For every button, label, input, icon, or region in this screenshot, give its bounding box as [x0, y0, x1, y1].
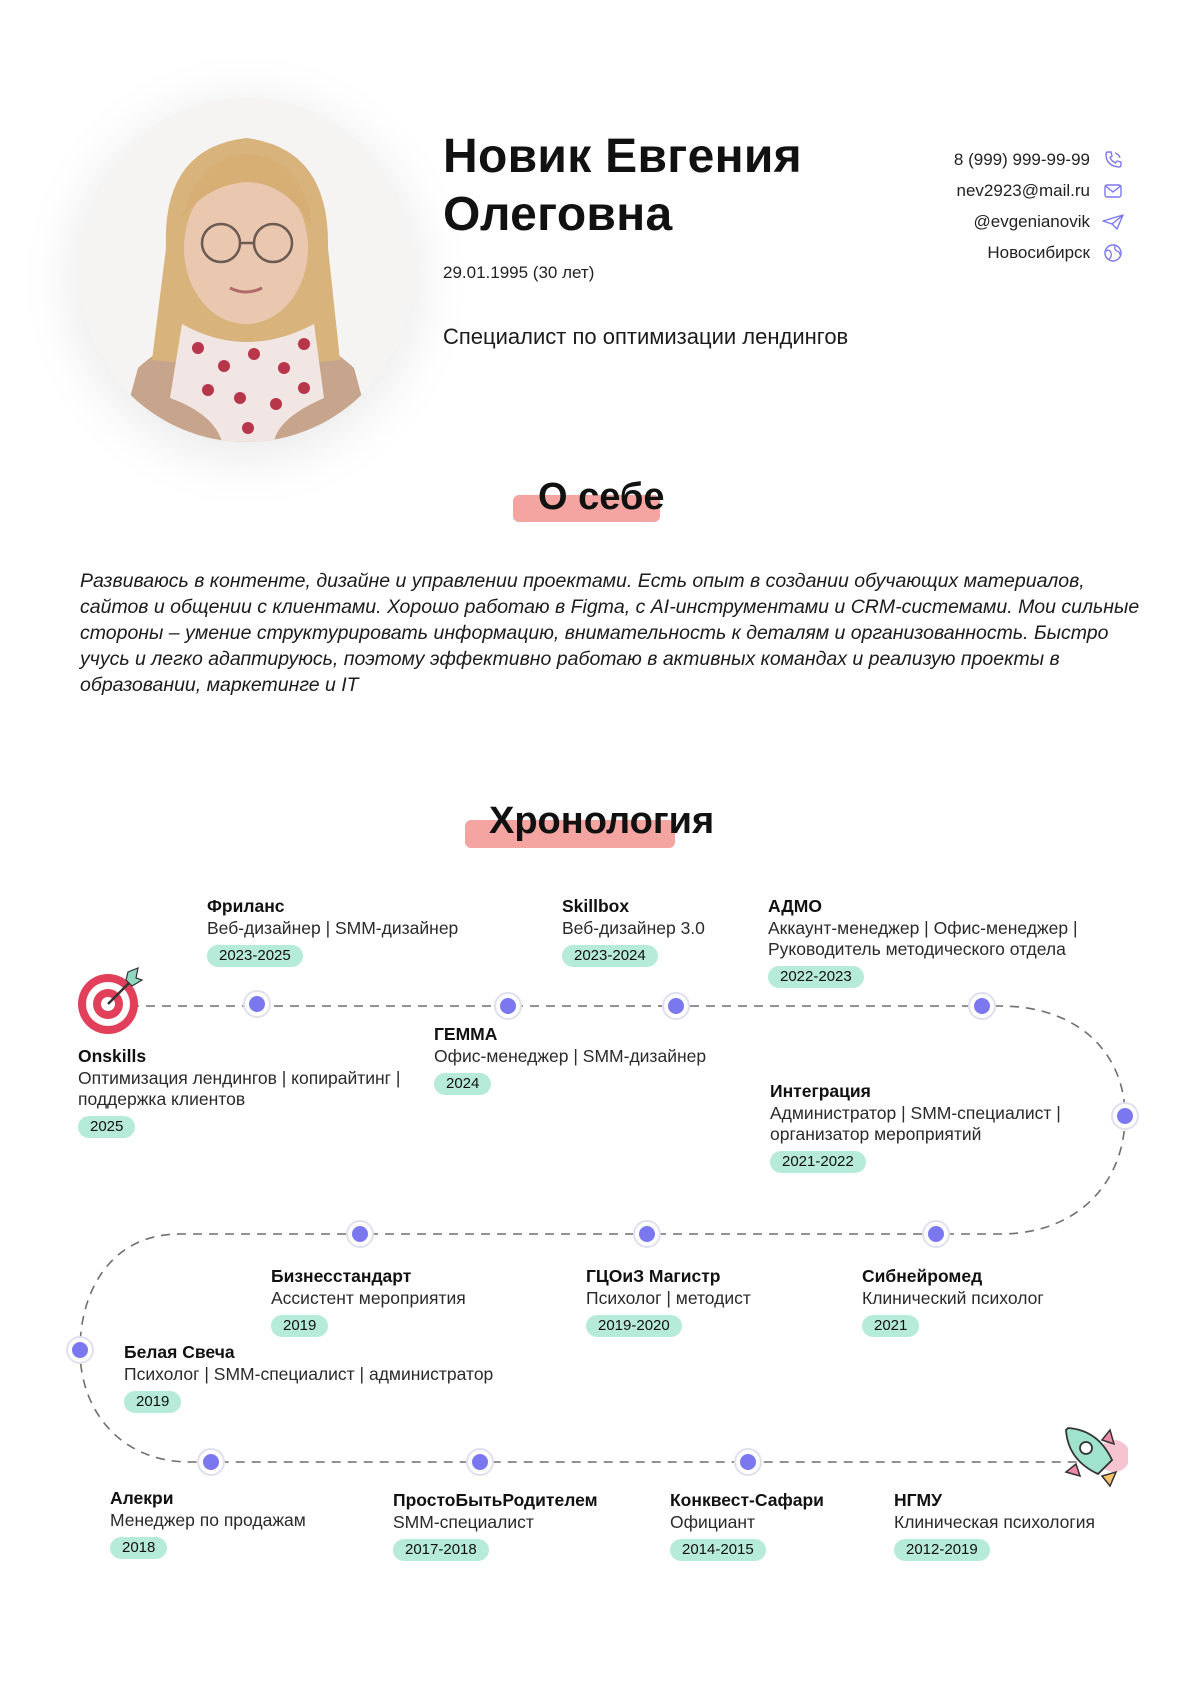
- profile-name-line2: Олеговна: [443, 188, 673, 241]
- timeline-marker: [974, 998, 990, 1014]
- event-role: Официант: [670, 1512, 755, 1532]
- event-years: 2019: [271, 1315, 328, 1337]
- timeline-marker: [249, 996, 265, 1012]
- timeline-event: [562, 894, 762, 967]
- event-company: ГЦОиЗ Магистр: [586, 1266, 721, 1286]
- event-company: Интеграция: [770, 1081, 871, 1101]
- timeline-marker: [203, 1454, 219, 1470]
- event-years: 2022-2023: [768, 966, 864, 988]
- event-company: ГЕММА: [434, 1024, 498, 1044]
- event-role: Аккаунт-менеджер | Офис-менеджер | Руководитель методического отдела: [768, 918, 1078, 959]
- timeline-title: Хронология: [489, 800, 715, 842]
- event-years: 2021-2022: [770, 1151, 866, 1173]
- timeline-event: [110, 1486, 370, 1559]
- event-role: Администратор | SMM-специалист | организатор мероприятий: [770, 1103, 1061, 1144]
- contact-phone-text: 8 (999) 999-99-99: [953, 149, 1090, 169]
- event-role: Психолог | методист: [586, 1288, 751, 1308]
- event-years: 2019: [124, 1391, 181, 1413]
- event-role: Оптимизация лендингов | копирайтинг | поддержка клиентов: [78, 1068, 401, 1109]
- timeline-event: [78, 1044, 418, 1138]
- event-years: 2023-2025: [207, 945, 303, 967]
- event-role: Психолог | SMM-специалист | администратор: [124, 1364, 494, 1384]
- event-years: 2012-2019: [894, 1539, 990, 1561]
- timeline-event: [894, 1488, 1154, 1561]
- event-company: Белая Свеча: [124, 1342, 235, 1362]
- timeline-event: [434, 1022, 754, 1095]
- event-company: Фриланс: [207, 896, 285, 916]
- event-role: Ассистент мероприятия: [271, 1288, 466, 1308]
- timeline-marker: [1117, 1108, 1133, 1124]
- event-role: Веб-дизайнер 3.0: [562, 918, 705, 938]
- event-years: 2023-2024: [562, 945, 658, 967]
- timeline-event: [393, 1488, 653, 1561]
- timeline-event: [670, 1488, 890, 1561]
- timeline-marker: [639, 1226, 655, 1242]
- contact-city-text: Новосибирск: [987, 242, 1090, 262]
- timeline-marker: [740, 1454, 756, 1470]
- timeline-event: [207, 894, 507, 967]
- event-years: 2018: [110, 1537, 167, 1559]
- event-years: 2019-2020: [586, 1315, 682, 1337]
- timeline-marker: [500, 998, 516, 1014]
- event-role: SMM-специалист: [393, 1512, 534, 1532]
- event-company: Сибнейромед: [862, 1266, 983, 1286]
- event-years: 2014-2015: [670, 1539, 766, 1561]
- contact-telegram-text: @evgenianovik: [973, 211, 1090, 231]
- event-years: 2021: [862, 1315, 919, 1337]
- event-years: 2017-2018: [393, 1539, 489, 1561]
- event-company: Алекри: [110, 1488, 174, 1508]
- timeline-event: [124, 1340, 584, 1413]
- event-company: Конквест-Сафари: [670, 1490, 824, 1510]
- timeline-event: [768, 894, 1138, 988]
- event-role: Веб-дизайнер | SMM-дизайнер: [207, 918, 459, 938]
- event-role: Менеджер по продажам: [110, 1510, 306, 1530]
- timeline-marker: [668, 998, 684, 1014]
- event-company: Бизнесстандарт: [271, 1266, 412, 1286]
- event-company: НГМУ: [894, 1490, 943, 1510]
- contact-email-text: nev2923@mail.ru: [956, 180, 1090, 200]
- timeline-marker: [352, 1226, 368, 1242]
- event-role: Клиническая психология: [894, 1512, 1096, 1532]
- event-years: 2025: [78, 1116, 135, 1138]
- event-role: Офис-менеджер | SMM-дизайнер: [434, 1046, 707, 1066]
- event-company: Skillbox: [562, 896, 630, 916]
- event-company: ПростоБытьРодителем: [393, 1490, 598, 1510]
- target-icon: [76, 966, 146, 1036]
- timeline-marker: [72, 1342, 88, 1358]
- event-company: АДМО: [768, 896, 822, 916]
- event-years: 2024: [434, 1073, 491, 1095]
- rocket-icon: [1058, 1420, 1128, 1490]
- about-title: О себе: [538, 476, 665, 518]
- about-text: Развиваюсь в контенте, дизайне и управлении проектами. Есть опыт в создании обучающих материалов, сайтов и общении с клиентами. Хорошо работаю в Figma, с AI-инструментами и CRM-системами. Мои сильные стороны – умение структурировать информацию, внимательность к деталям и организованность. Быстро учусь и легко адаптируюсь, поэтому эффективно работаю в активных командах и реализую проекты в образовании, маркетинге и IT: [80, 570, 1140, 696]
- profile-role: Специалист по оптимизации лендингов: [443, 324, 849, 349]
- event-company: Onskills: [78, 1046, 147, 1066]
- timeline-event: [586, 1264, 826, 1337]
- profile-name-line1: Новик Евгения: [443, 130, 802, 183]
- event-role: Клинический психолог: [862, 1288, 1044, 1308]
- timeline-event: [271, 1264, 531, 1337]
- timeline-marker: [472, 1454, 488, 1470]
- timeline-event: [770, 1079, 1115, 1173]
- timeline-event: [862, 1264, 1122, 1337]
- timeline-marker: [928, 1226, 944, 1242]
- birth-date: 29.01.1995 (30 лет): [443, 263, 595, 282]
